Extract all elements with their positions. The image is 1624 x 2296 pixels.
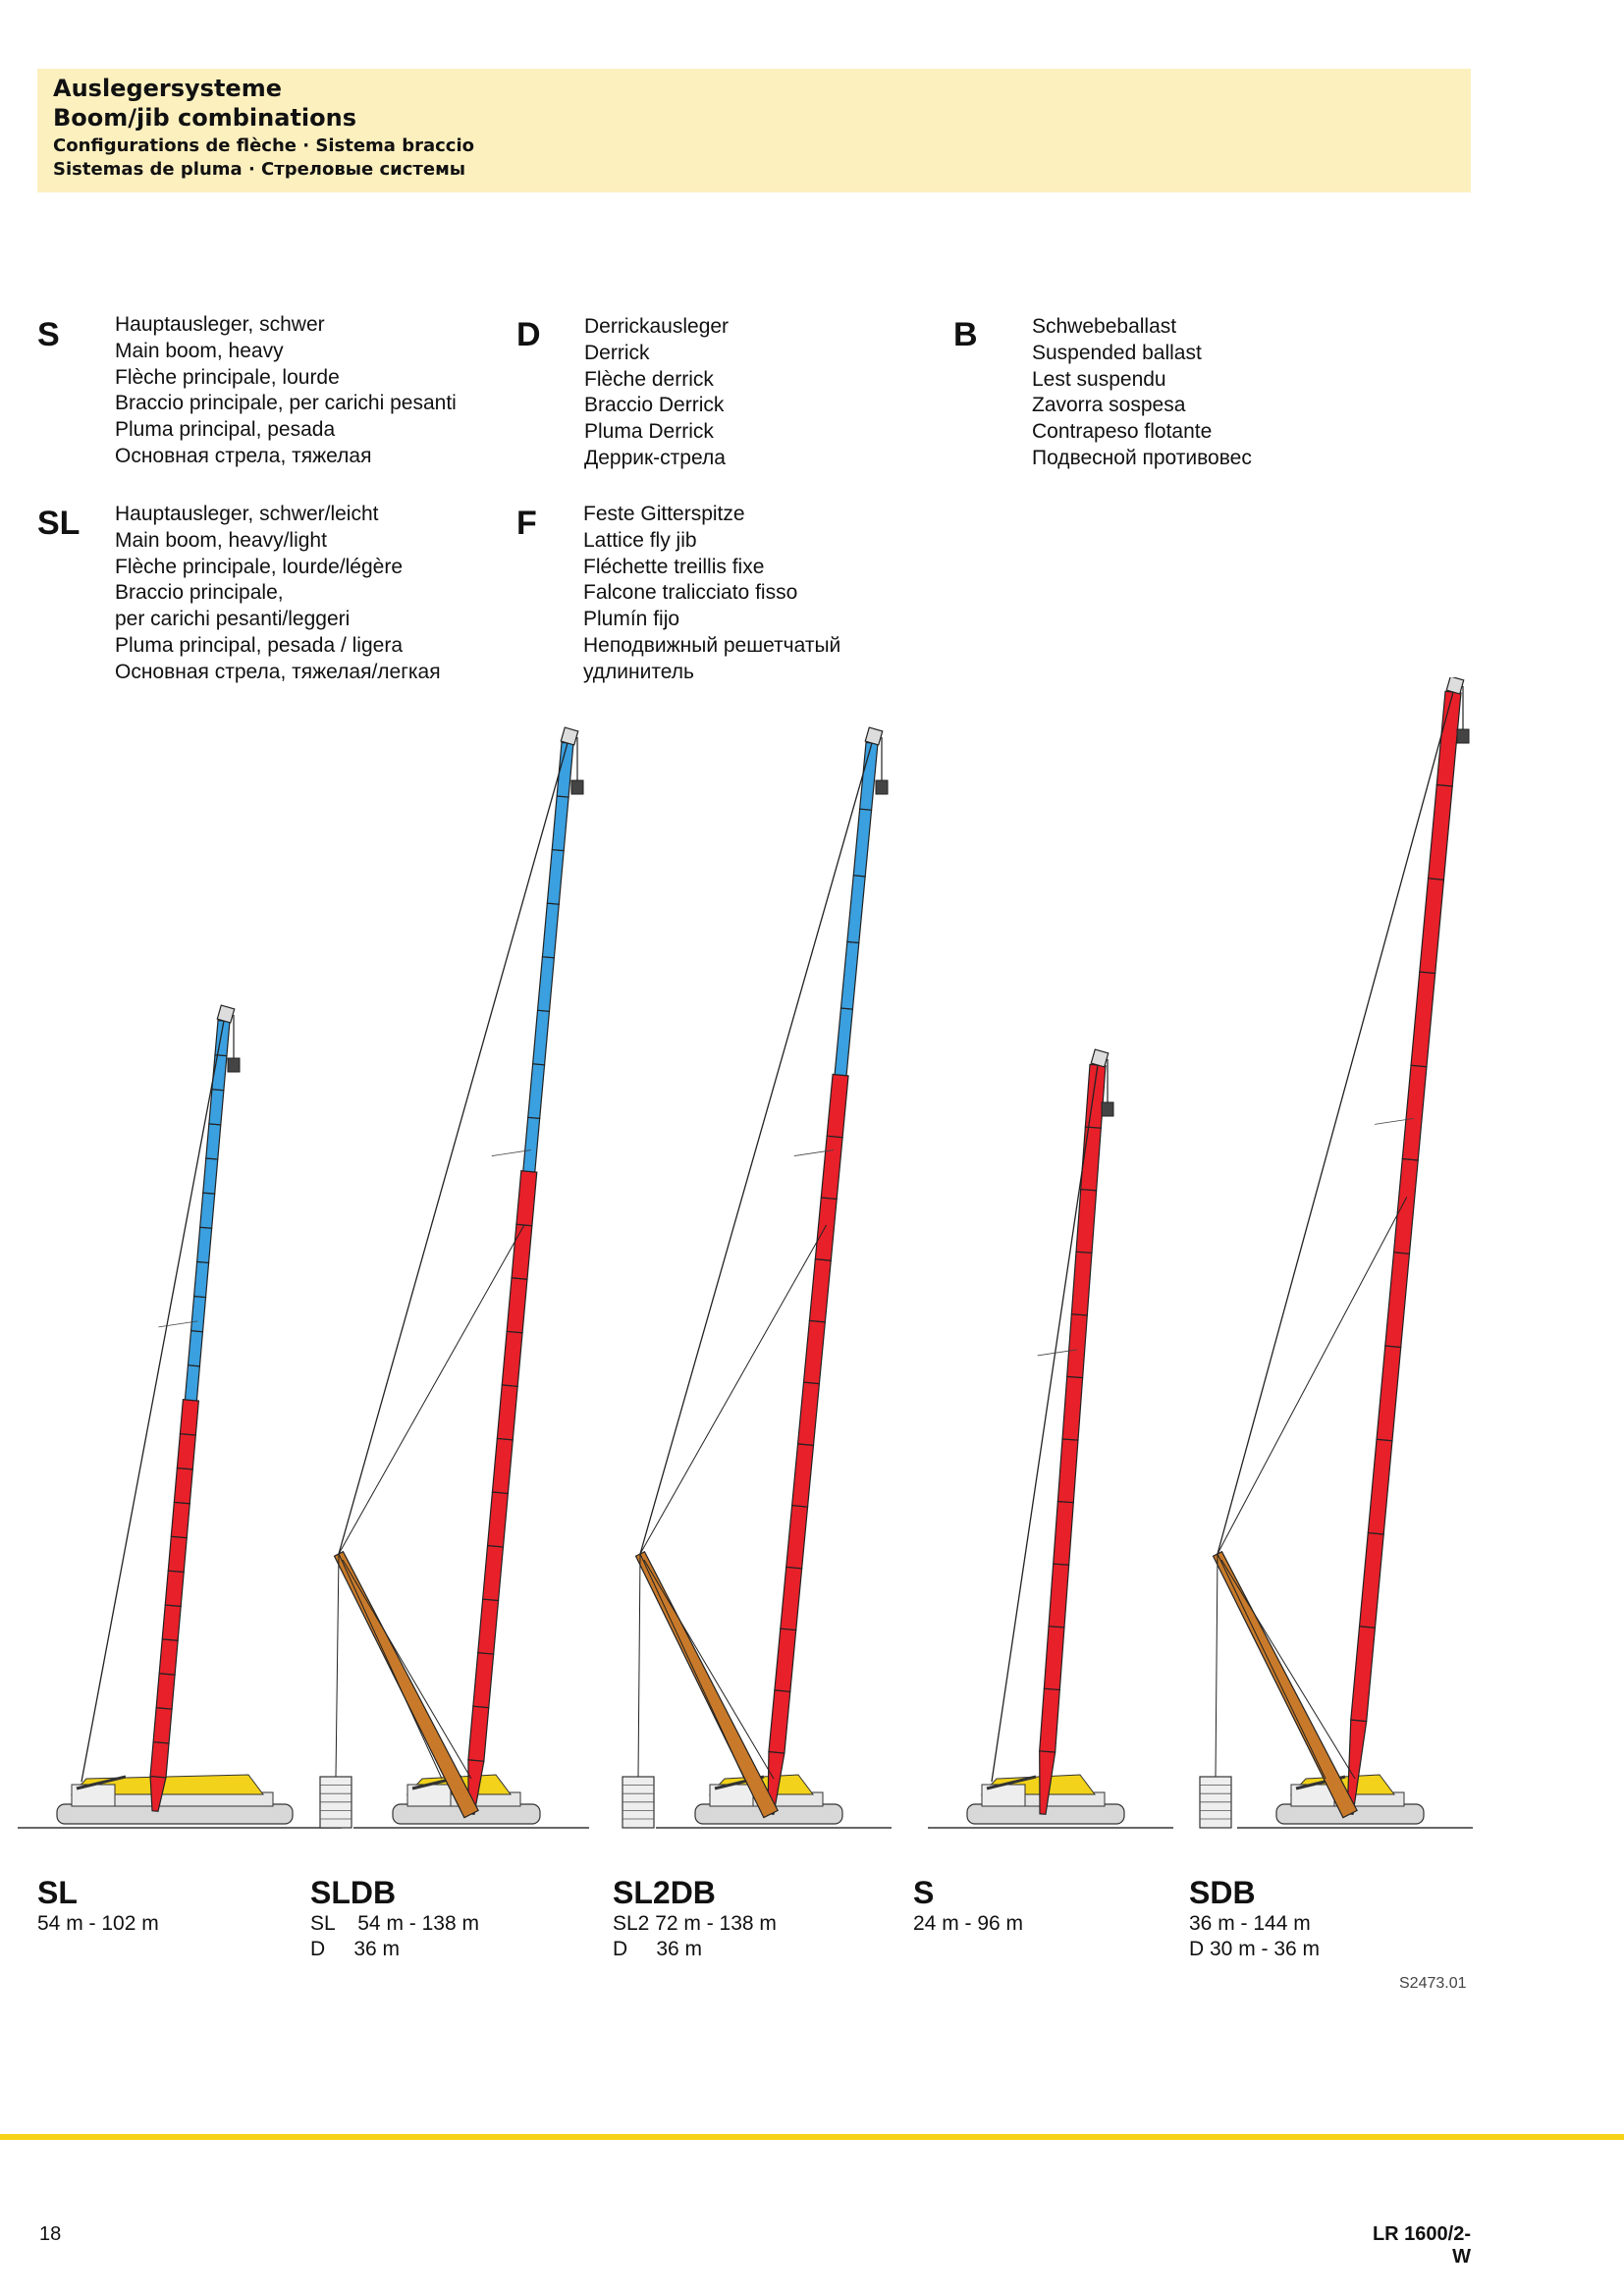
light-boom-section (206, 1124, 221, 1159)
legend-line: Деррик-стрела (584, 446, 726, 469)
legend-line: Основная стрела, тяжелая (115, 444, 372, 467)
heavy-boom-section (512, 1224, 532, 1279)
legend-code-f: F (516, 505, 537, 542)
heavy-boom-section (1040, 1688, 1060, 1752)
heavy-boom-section (159, 1639, 178, 1675)
boom-head (865, 727, 882, 745)
legend-line: Pluma principal, pesada / ligera (115, 633, 403, 657)
legend-text-b (1032, 314, 1252, 472)
heavy-boom-section (1076, 1190, 1097, 1254)
legend-line: Hauptausleger, schwer/leicht (115, 503, 379, 525)
heavy-boom-section (1057, 1439, 1078, 1503)
heavy-boom-section (156, 1674, 175, 1709)
legend-line: Hauptausleger, schwer (115, 313, 325, 336)
heavy-boom-section (1071, 1252, 1092, 1315)
heavy-boom-section (1368, 1439, 1392, 1534)
heavy-boom-section (769, 1690, 790, 1753)
heavy-boom-section (1394, 1159, 1419, 1255)
header-title-fr-it: Configurations de flèche · Sistema braccio (53, 135, 474, 156)
legend-line: Plumín fijo (583, 608, 680, 631)
heavy-boom-section (507, 1278, 527, 1333)
ballast-rope (638, 1554, 640, 1777)
header-title-de: Auslegersysteme (53, 75, 282, 102)
heavy-boom-section (775, 1629, 796, 1691)
derrick-guy (343, 1560, 471, 1779)
legend-line: Pluma principal, pesada (115, 418, 336, 442)
legend-code-b: B (953, 316, 978, 353)
heavy-boom-section (821, 1136, 842, 1199)
legend-text-s (115, 312, 457, 470)
legend-line: Lest suspendu (1032, 367, 1166, 391)
boom-pendant (81, 1021, 224, 1782)
config-range: 36 m - 144 m (1189, 1912, 1311, 1935)
legend-line: Pluma Derrick (584, 420, 714, 444)
heavy-boom-section (1411, 972, 1435, 1067)
heavy-boom-section (177, 1434, 195, 1469)
header-title-es-ru: Sistemas de pluma · Стреловые системы (53, 159, 466, 180)
config-title-sldb: SLDB (310, 1875, 397, 1910)
heavy-boom-section (809, 1259, 831, 1322)
header-title-en: Boom/jib combinations (53, 104, 356, 132)
hook-block-icon (1102, 1102, 1113, 1116)
legend-text-sl (115, 502, 441, 686)
heavy-boom-section (516, 1171, 537, 1226)
heavy-boom-section (468, 1706, 489, 1761)
light-boom-section (185, 1365, 199, 1401)
config-range: 54 m - 102 m (37, 1912, 159, 1935)
legend-code-sl: SL (37, 505, 81, 542)
config-title-s: S (913, 1875, 935, 1910)
heavy-boom-section (492, 1438, 513, 1493)
boom-head (1091, 1049, 1108, 1067)
light-boom-section (853, 809, 871, 877)
derrick-boom-sdb (1214, 1552, 1358, 1818)
legend-line: Falcone tralicciato fisso (583, 581, 798, 605)
ballast-rope (336, 1554, 339, 1777)
crawler-sl (57, 1804, 293, 1824)
legend-line: Flèche principale, lourde/légère (115, 555, 404, 578)
light-boom-section (547, 850, 564, 905)
config-range: D 30 m - 36 m (1189, 1938, 1321, 1960)
config-title-sl2db: SL2DB (613, 1875, 716, 1910)
light-boom-section (200, 1193, 215, 1228)
legend-line: Main boom, heavy/light (115, 528, 327, 552)
heavy-boom-section (1067, 1314, 1088, 1378)
footer-rule (0, 2134, 1624, 2140)
legend-line: Braccio principale, (115, 581, 284, 605)
header-banner (37, 69, 1471, 192)
derrick-guy (1218, 1554, 1326, 1779)
heavy-boom-section (174, 1468, 192, 1503)
hook-block-icon (1457, 729, 1469, 743)
light-boom-section (533, 1010, 550, 1065)
legend-line: Schwebeballast (1032, 315, 1177, 338)
heavy-boom-section (497, 1385, 517, 1440)
boom-head (1446, 677, 1463, 694)
config-range: SL 54 m - 138 m (310, 1912, 479, 1935)
heavy-boom-section (1062, 1376, 1083, 1440)
boom-head (217, 1005, 234, 1023)
heavy-boom-section (1049, 1564, 1069, 1628)
derrick-guy (339, 1554, 442, 1779)
legend-line: per carichi pesanti/leggeri (115, 608, 351, 631)
derrick-guy (644, 1560, 774, 1779)
light-boom-section (209, 1090, 224, 1125)
config-title-sdb: SDB (1189, 1875, 1256, 1910)
heavy-boom-section (815, 1198, 837, 1260)
heavy-boom-section (483, 1546, 504, 1601)
legend-line: Braccio principale, per carichi pesanti (115, 392, 457, 415)
heavy-boom-section (1085, 1064, 1106, 1128)
legend-line: Неподвижный решетчатый (583, 633, 841, 657)
heavy-boom-section (786, 1506, 808, 1569)
light-boom-section (528, 1064, 545, 1119)
heavy-boom-section (1054, 1501, 1074, 1565)
heavy-boom-section (502, 1331, 522, 1386)
config-range: 24 m - 96 m (913, 1912, 1024, 1935)
heavy-boom-section (165, 1571, 184, 1606)
legend-text-d (584, 314, 729, 472)
light-boom-section (835, 1008, 852, 1076)
heavy-boom-section (1429, 785, 1453, 881)
legend-line: удлинитель (583, 660, 694, 683)
hook-block-icon (228, 1058, 240, 1072)
heavy-boom-section (488, 1492, 509, 1547)
hook-block-icon (571, 780, 583, 794)
config-range: D 36 m (310, 1938, 401, 1960)
config-range: D 36 m (613, 1938, 703, 1960)
legend-line: Suspended ballast (1032, 341, 1202, 364)
legend-code-d: D (516, 316, 541, 353)
heavy-boom-section (1385, 1253, 1410, 1348)
crane-configurations-diagram (0, 677, 1624, 1875)
legend-line: Main boom, heavy (115, 339, 284, 362)
config-title-sl: SL (37, 1875, 78, 1910)
legend-line: Подвесной противовес (1032, 446, 1252, 469)
light-boom-section (552, 796, 568, 851)
legend-line: Fléchette treillis fixe (583, 555, 765, 578)
config-range: SL2 72 m - 138 m (613, 1912, 777, 1935)
legend-line: Zavorra sospesa (1032, 394, 1186, 417)
legend-line: Derrickausleger (584, 315, 730, 338)
legend-line: Derrick (584, 341, 650, 364)
heavy-boom-section (168, 1536, 187, 1572)
heavy-boom-section (1420, 879, 1444, 974)
light-boom-section (840, 941, 858, 1009)
light-boom-section (847, 876, 865, 943)
light-boom-section (203, 1158, 218, 1194)
derrick-guy (640, 1554, 744, 1779)
light-boom-section (188, 1331, 202, 1366)
light-boom-section (542, 903, 559, 958)
legend-line: Contrapeso flotante (1032, 420, 1213, 444)
legend-line: Основная стрела, тяжелая/легкая (115, 660, 441, 683)
light-boom-section (194, 1261, 209, 1297)
heavy-boom-section (803, 1320, 825, 1383)
heavy-boom-section (798, 1382, 820, 1445)
heavy-boom-section (792, 1444, 814, 1507)
heavy-boom-section (153, 1708, 172, 1743)
light-boom-section (191, 1296, 206, 1331)
heavy-boom-section (1377, 1346, 1401, 1441)
light-boom-section (197, 1227, 212, 1262)
heavy-boom-section (1360, 1533, 1384, 1629)
heavy-boom-section (478, 1599, 499, 1654)
heavy-boom-section (1351, 1627, 1376, 1722)
heavy-boom-section (1402, 1065, 1427, 1160)
page-number: 18 (39, 2223, 62, 2245)
heavy-boom-section (171, 1502, 189, 1537)
hook-block-icon (876, 780, 888, 794)
heavy-boom-section (150, 1742, 169, 1778)
legend-text-f (583, 502, 840, 686)
heavy-boom-section (180, 1400, 198, 1435)
model-name: LR 1600/2-W (1372, 2223, 1471, 2268)
heavy-boom-section (162, 1605, 181, 1640)
legend-line: Flèche derrick (584, 367, 714, 391)
heavy-boom-section (781, 1567, 802, 1629)
drawing-number: S2473.01 (1399, 1975, 1467, 1992)
legend-line: Flèche principale, lourde (115, 365, 340, 389)
light-boom-section (538, 957, 555, 1012)
heavy-boom-section (473, 1653, 494, 1708)
boom-head (561, 727, 577, 745)
derrick-guy (1221, 1560, 1355, 1779)
legend-line: Lattice fly jib (583, 528, 697, 552)
legend-code-s: S (37, 316, 60, 353)
ballast-rope (1216, 1554, 1218, 1777)
heavy-boom-section (827, 1074, 848, 1137)
legend-line: Feste Gitterspitze (583, 503, 745, 525)
heavy-boom-section (1044, 1627, 1064, 1690)
light-boom-section (523, 1117, 540, 1172)
legend-line: Braccio Derrick (584, 394, 725, 417)
